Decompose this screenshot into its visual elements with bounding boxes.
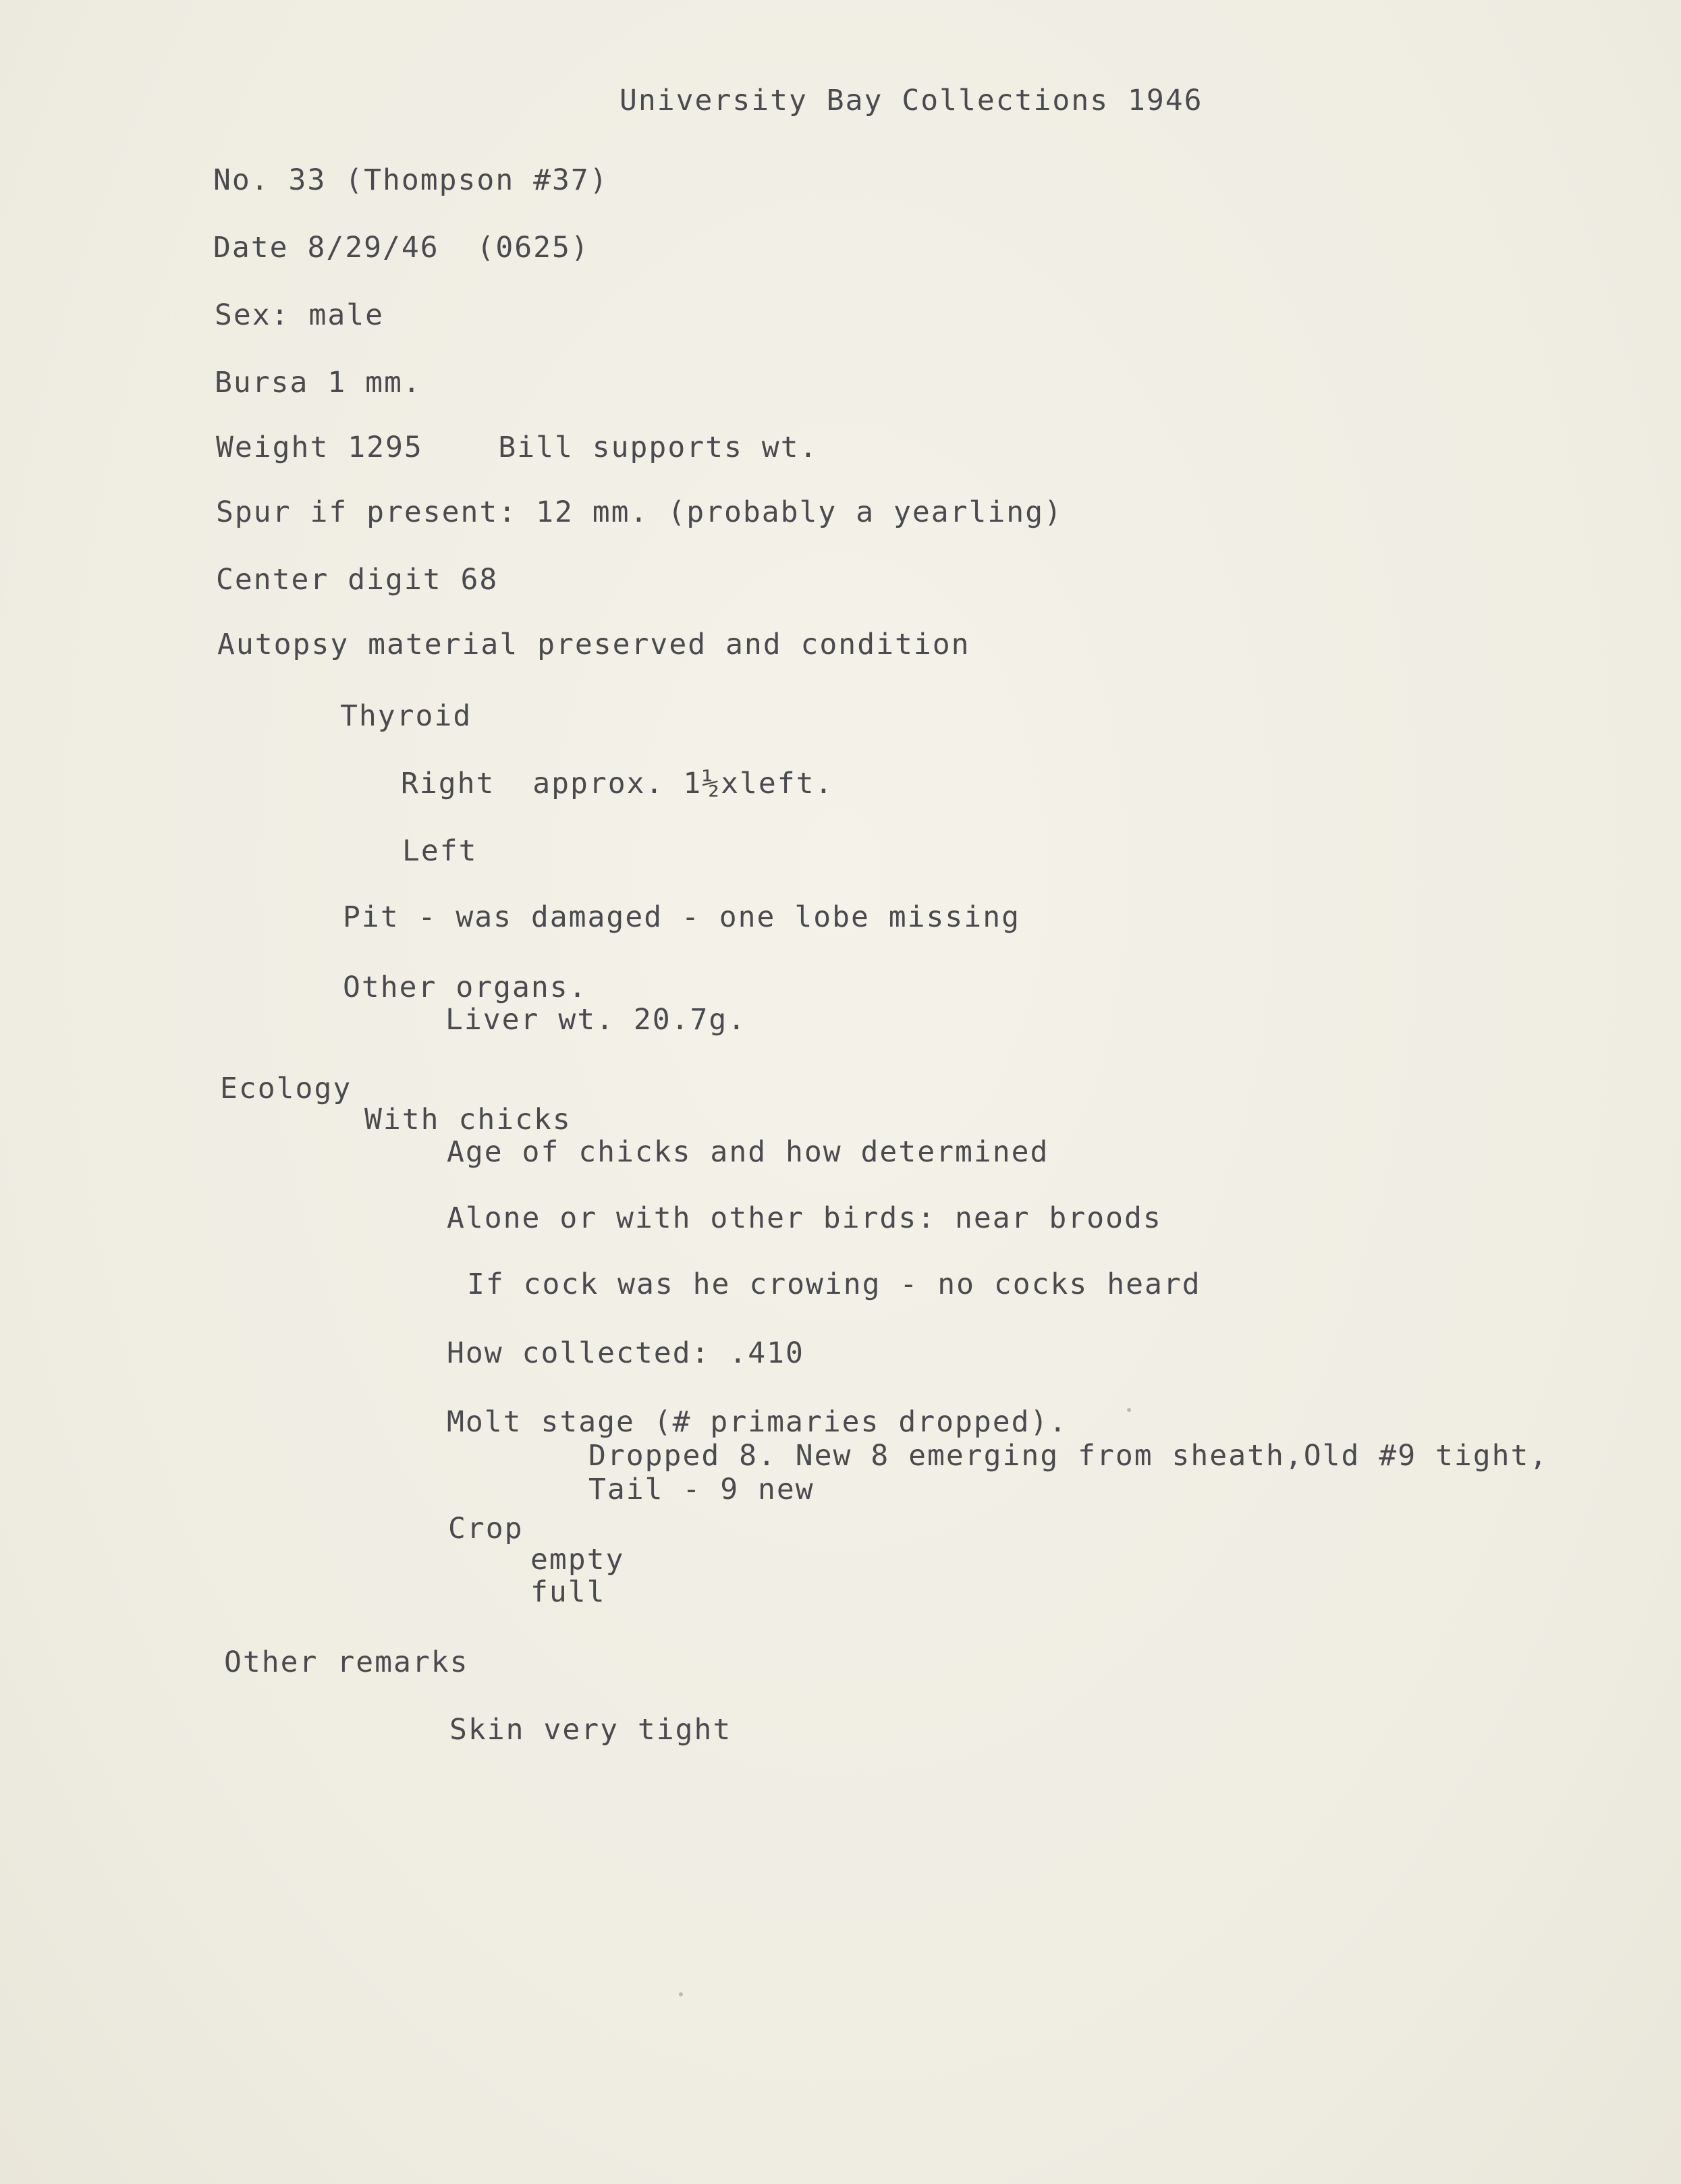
- molt-stage: Molt stage (# primaries dropped).: [447, 1405, 1068, 1439]
- age-of-chicks: Age of chicks and how determined: [447, 1135, 1049, 1169]
- record-weight: Weight 1295 Bill supports wt.: [216, 431, 819, 464]
- paper-speck: [1127, 1408, 1131, 1412]
- record-center-digit: Center digit 68: [216, 563, 499, 597]
- alone-or-with-birds: Alone or with other birds: near broods: [447, 1201, 1162, 1235]
- record-spur: Spur if present: 12 mm. (probably a yearling): [216, 495, 1063, 529]
- liver-weight: Liver wt. 20.7g.: [445, 1003, 747, 1037]
- remarks-text: Skin very tight: [449, 1713, 732, 1747]
- molt-detail-1: Dropped 8. New 8 emerging from sheath,Old #9 tight,: [588, 1439, 1549, 1473]
- crop-full: full: [530, 1575, 606, 1609]
- record-number: No. 33 (Thompson #37): [213, 163, 609, 197]
- autopsy-heading: Autopsy material preserved and condition: [217, 628, 970, 661]
- thyroid-label: Thyroid: [340, 699, 472, 733]
- crop-label: Crop: [448, 1512, 524, 1546]
- other-organs: Other organs.: [343, 971, 588, 1004]
- crop-empty: empty: [530, 1543, 625, 1577]
- collection-title: University Bay Collections 1946: [619, 84, 1203, 117]
- record-date: Date 8/29/46 (0625): [213, 231, 590, 265]
- record-bursa: Bursa 1 mm.: [215, 366, 422, 400]
- ecology-heading: Ecology: [220, 1072, 352, 1105]
- thyroid-right: Right approx. 1½xleft.: [401, 767, 834, 800]
- molt-detail-2: Tail - 9 new: [588, 1473, 815, 1506]
- record-sex: Sex: male: [215, 298, 384, 332]
- cock-crowing: If cock was he crowing - no cocks heard: [467, 1267, 1201, 1301]
- how-collected: How collected: .410: [447, 1336, 804, 1370]
- thyroid-left: Left: [402, 834, 478, 868]
- with-chicks: With chicks: [364, 1103, 572, 1137]
- other-remarks-heading: Other remarks: [224, 1645, 469, 1679]
- pit-note: Pit - was damaged - one lobe missing: [343, 900, 1020, 934]
- paper-speck: [679, 1992, 683, 1996]
